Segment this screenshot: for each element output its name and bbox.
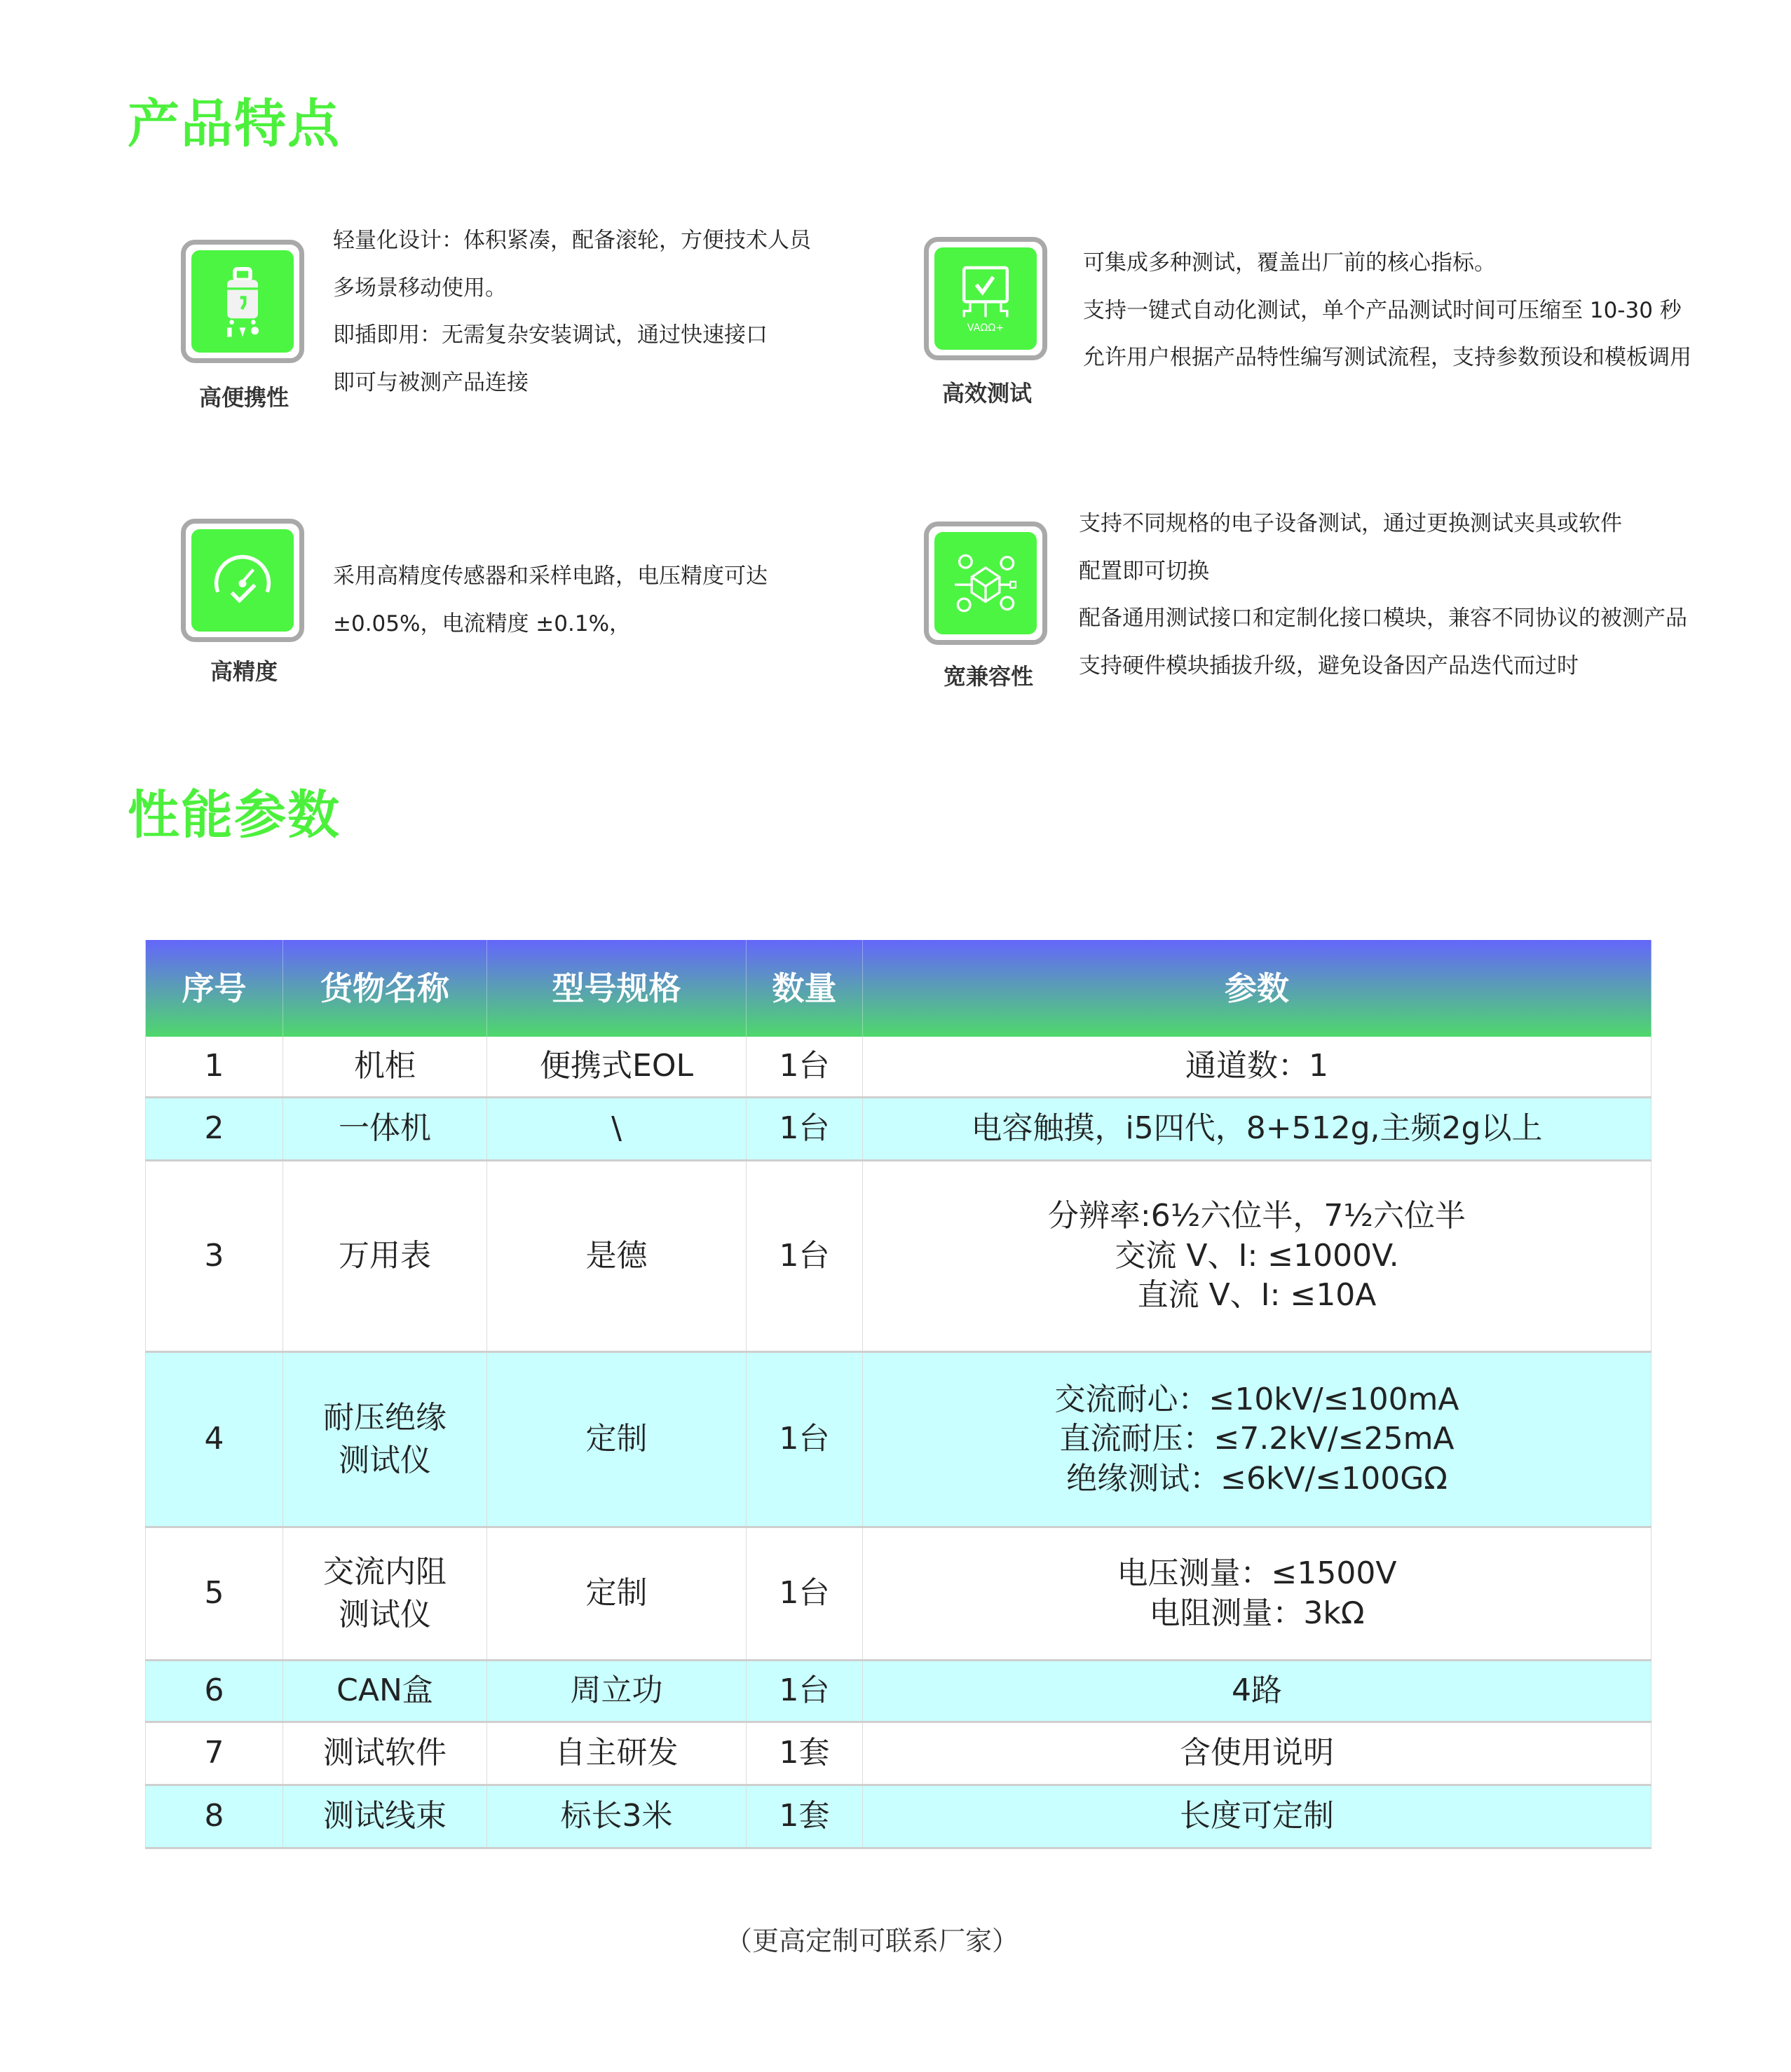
- cell-name: [283, 1037, 487, 1096]
- monitor-check-icon: [947, 260, 1024, 337]
- cell-params: [863, 1353, 1652, 1526]
- cell-no: 5: [145, 1528, 283, 1659]
- cell-name-line: 交流内阻: [323, 1554, 447, 1590]
- cell-params-line: 含使用说明: [1180, 1735, 1334, 1771]
- cell-model: \: [487, 1098, 747, 1159]
- footer-note: （更高定制可联系厂家）: [725, 1926, 1019, 1956]
- cell-params: [863, 1723, 1652, 1784]
- feature-line: 轻量化设计：体积紧凑，配备滚轮，方便技术人员: [333, 228, 811, 253]
- cell-params-line: 4路: [1232, 1672, 1282, 1709]
- cell-no: 2: [145, 1098, 283, 1159]
- cell-name-line: 万用表: [339, 1237, 431, 1274]
- cell-params-line: 通道数：1: [1185, 1048, 1328, 1084]
- cell-params-line: 分辨率:6½六位半，7½六位半: [1047, 1198, 1466, 1234]
- feature-line: ±0.05%，电流精度 ±0.1%，: [333, 611, 632, 636]
- cell-no: 3: [145, 1161, 283, 1351]
- feature-label: 高精度: [210, 658, 278, 685]
- cell-params-line: 交流耐心：≤10kV/≤100mA: [1054, 1381, 1459, 1417]
- feature-line: 配备通用测试接口和定制化接口模块，兼容不同协议的被测产品: [1079, 606, 1687, 631]
- feature-line: 可集成多种测试，覆盖出厂前的核心指标。: [1083, 250, 1496, 275]
- cell-params-line: 交流 V、I: ≤1000V.: [1115, 1237, 1399, 1274]
- feature-line: 允许用户根据产品特性编写测试流程，支持参数预设和模板调用: [1083, 345, 1691, 370]
- cell-params-line: 直流 V、I: ≤10A: [1137, 1277, 1377, 1314]
- cell-params-line: 直流耐压：≤7.2kV/≤25mA: [1059, 1421, 1455, 1457]
- cell-qty: 1台: [747, 1098, 863, 1159]
- feature-line: 多场景移动使用。: [333, 275, 507, 301]
- feature-description: [333, 217, 811, 407]
- feature-label: 宽兼容性: [943, 663, 1033, 690]
- cell-qty: 1台: [747, 1353, 863, 1526]
- section-title-features: 产品特点: [128, 94, 341, 154]
- cell-name-line: 测试软件: [323, 1735, 447, 1771]
- cell-no: 6: [145, 1661, 283, 1721]
- header-cell: 货物名称: [283, 940, 487, 1037]
- feature-line: 采用高精度传感器和采样电路，电压精度可达: [333, 564, 768, 589]
- cell-params-line: 电容触摸，i5四代，8+512g,主频2g以上: [971, 1110, 1543, 1147]
- cell-model: 周立功: [487, 1661, 747, 1721]
- table-row: [145, 1786, 1652, 1849]
- cell-name-line: 机柜: [354, 1048, 416, 1084]
- icon-caption: VAΩΩ+: [967, 322, 1005, 334]
- table-header-row: [145, 940, 1652, 1037]
- cell-model: 自主研发: [487, 1723, 747, 1784]
- table-row: [145, 1723, 1652, 1786]
- luggage-icon: [204, 263, 281, 340]
- feature-icon-precision: [181, 519, 304, 642]
- cell-model: 定制: [487, 1353, 747, 1526]
- cell-params: [863, 1528, 1652, 1659]
- feature-line: 即可与被测产品连接: [333, 369, 529, 395]
- cell-no: 1: [145, 1037, 283, 1096]
- cell-qty: 1台: [747, 1528, 863, 1659]
- cell-qty: 1台: [747, 1661, 863, 1721]
- cell-name: [283, 1661, 487, 1721]
- cell-name-line: 测试仪: [339, 1442, 431, 1478]
- feature-description: [1083, 240, 1691, 382]
- cell-no: 4: [145, 1353, 283, 1526]
- cell-name: [283, 1161, 487, 1351]
- feature-description: [1079, 500, 1687, 690]
- feature-description: [333, 553, 768, 648]
- cell-qty: 1台: [747, 1161, 863, 1351]
- feature-label: 高便携性: [198, 384, 289, 411]
- feature-line: 配置即可切换: [1079, 558, 1209, 584]
- cell-name: [283, 1528, 487, 1659]
- table-row: [145, 1661, 1652, 1723]
- cell-params: [863, 1037, 1652, 1096]
- feature-icon-compatibility: [924, 522, 1047, 645]
- params-table: [145, 940, 1652, 1849]
- cell-params: [863, 1098, 1652, 1159]
- feature-icon-portability: [181, 240, 304, 363]
- feature-icon-efficiency: [924, 237, 1047, 360]
- cell-name-line: 耐压绝缘: [323, 1400, 447, 1436]
- table-row: [145, 1098, 1652, 1161]
- cell-qty: 1套: [747, 1786, 863, 1847]
- table-row: [145, 1161, 1652, 1353]
- cell-name-line: CAN盒: [336, 1672, 433, 1709]
- network-cube-icon: [947, 545, 1024, 622]
- feature-line: 支持不同规格的电子设备测试，通过更换测试夹具或软件: [1079, 511, 1622, 536]
- table-row: [145, 1528, 1652, 1661]
- cell-params-line: 电阻测量：3kΩ: [1149, 1595, 1365, 1631]
- cell-name: [283, 1723, 487, 1784]
- cell-name-line: 一体机: [339, 1110, 431, 1147]
- feature-line: 支持一键式自动化测试，单个产品测试时间可压缩至 10-30 秒: [1083, 297, 1682, 323]
- feature-label: 高效测试: [941, 380, 1032, 407]
- table-row: [145, 1037, 1652, 1098]
- cell-name-line: 测试仪: [339, 1596, 431, 1633]
- cell-qty: 1套: [747, 1723, 863, 1784]
- cell-name-line: 测试线束: [323, 1798, 447, 1834]
- gauge-check-icon: [204, 542, 281, 619]
- cell-name: [283, 1353, 487, 1526]
- cell-params: [863, 1786, 1652, 1847]
- cell-model: 是德: [487, 1161, 747, 1351]
- cell-params: [863, 1161, 1652, 1351]
- cell-name: [283, 1786, 487, 1847]
- cell-model: 定制: [487, 1528, 747, 1659]
- header-cell: 数量: [747, 940, 863, 1037]
- cell-qty: 1台: [747, 1037, 863, 1096]
- cell-params-line: 电压测量：≤1500V: [1117, 1555, 1397, 1592]
- feature-line: 即插即用：无需复杂安装调试，通过快速接口: [333, 322, 768, 348]
- cell-model: 标长3米: [487, 1786, 747, 1847]
- header-cell: 参数: [863, 940, 1652, 1037]
- cell-no: 8: [145, 1786, 283, 1847]
- cell-params-line: 长度可定制: [1180, 1798, 1334, 1834]
- cell-params-line: 绝缘测试：≤6kV/≤100GΩ: [1066, 1460, 1448, 1497]
- section-title-params: 性能参数: [128, 785, 341, 845]
- cell-model: 便携式EOL: [487, 1037, 747, 1096]
- cell-name: [283, 1098, 487, 1159]
- cell-no: 7: [145, 1723, 283, 1784]
- feature-line: 支持硬件模块插拔升级，避免设备因产品迭代而过时: [1079, 653, 1579, 679]
- header-cell: 序号: [145, 940, 283, 1037]
- table-row: [145, 1353, 1652, 1528]
- cell-params: [863, 1661, 1652, 1721]
- header-cell: 型号规格: [487, 940, 747, 1037]
